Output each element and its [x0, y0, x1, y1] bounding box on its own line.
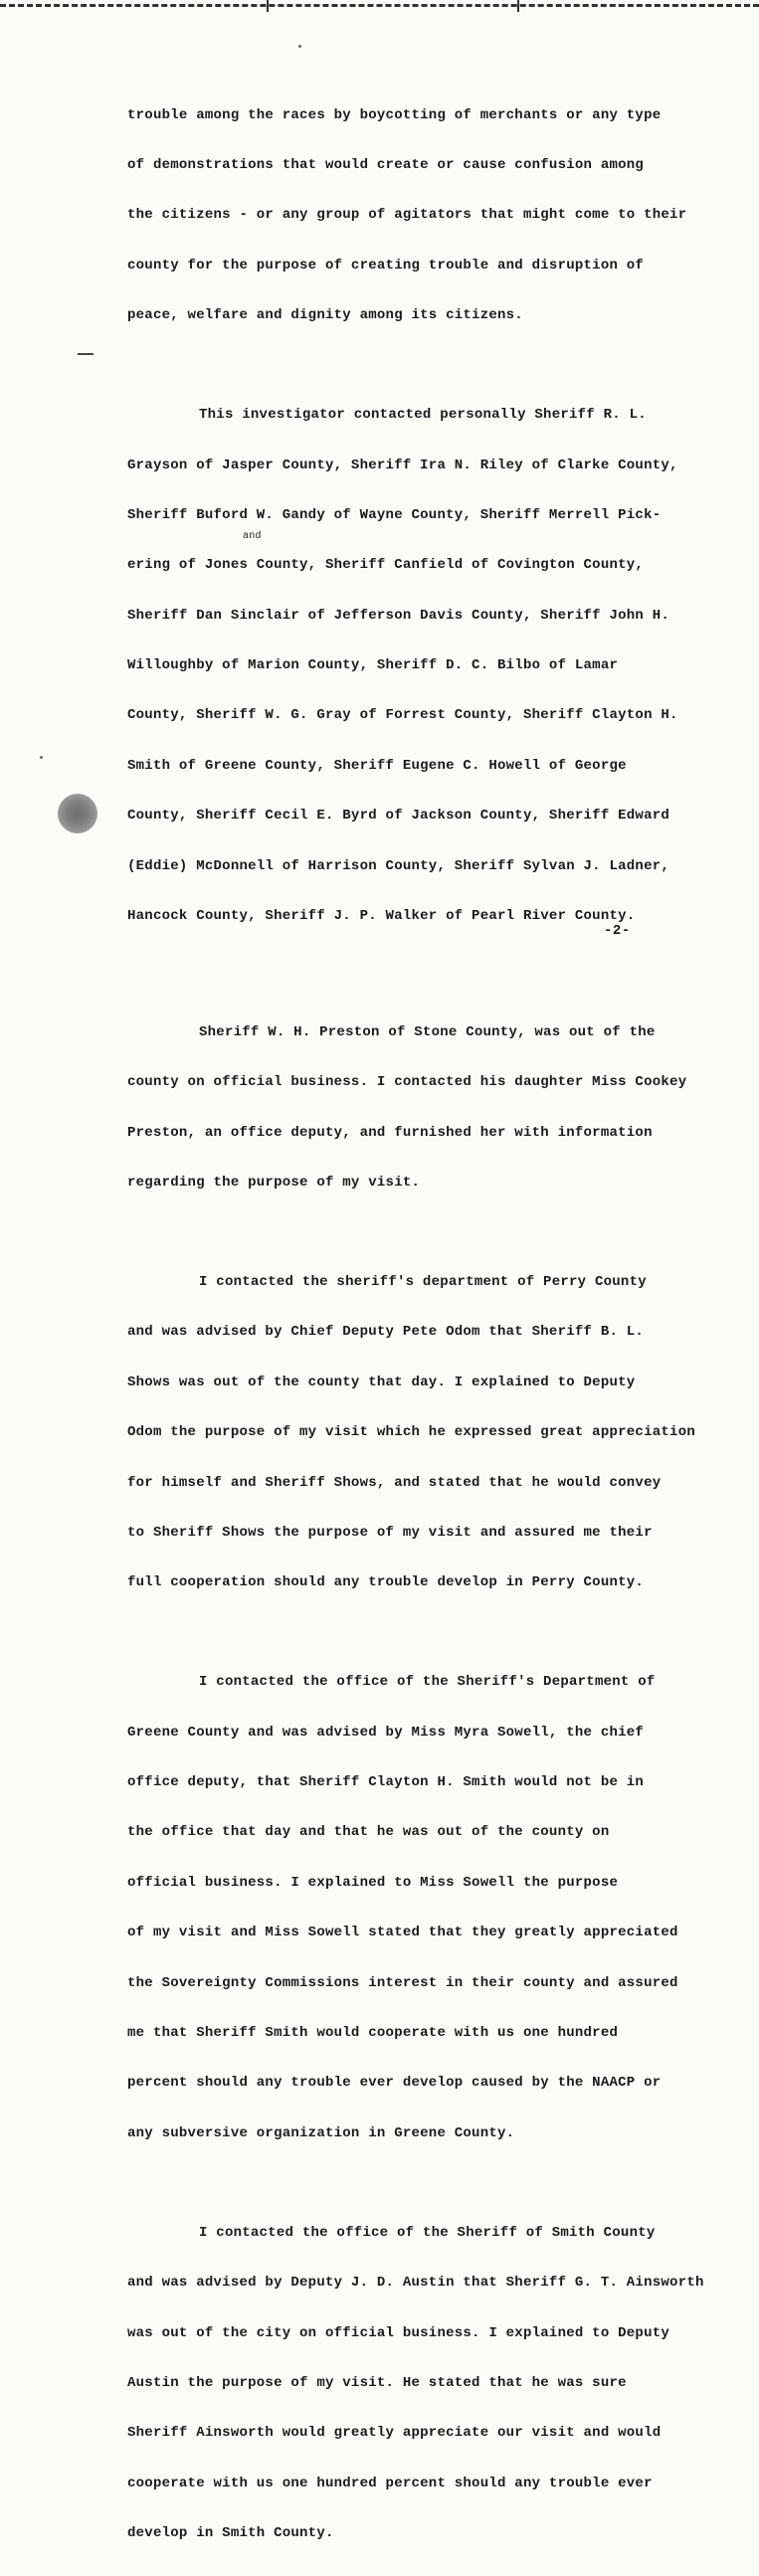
- text-line: Shows was out of the county that day. I explained to Deputy: [127, 1374, 636, 1390]
- paragraph: [127, 374, 734, 976]
- text-line: Sheriff Dan Sinclair of Jefferson Davis County, Sheriff John H.: [127, 607, 670, 624]
- text-line: of demonstrations that would create or cause confusion among: [127, 156, 645, 173]
- text-line: Grayson of Jasper County, Sheriff Ira N. Riley of Clarke County,: [127, 457, 678, 473]
- margin-mark: [78, 353, 94, 355]
- text-line: Willoughby of Marion County, Sheriff D. C. Bilbo of Lamar: [127, 657, 619, 674]
- paragraph: [127, 2191, 734, 2575]
- text-line: Greene County and was advised by Miss Myra Sowell, the chief: [127, 1724, 645, 1741]
- text-line: peace, welfare and dignity among its citizens.: [127, 307, 523, 324]
- text-line: Smith of Greene County, Sheriff Eugene C. Howell of George: [127, 757, 627, 774]
- text-line: percent should any trouble ever develop caused by the NAACP or: [127, 2075, 662, 2092]
- text-line: official business. I explained to Miss Sowell the purpose: [127, 1874, 619, 1891]
- text-line: county for the purpose of creating trouble and disruption of: [127, 257, 645, 274]
- text-line: the citizens - or any group of agitators that might come to their: [127, 207, 687, 224]
- text-line: This investigator contacted personally Sheriff R. L.: [199, 407, 647, 424]
- text-line: I contacted the office of the Sheriff's Department of: [199, 1674, 656, 1691]
- text-line: Sheriff Buford W. Gandy of Wayne County, Sheriff Merrell Pick-: [127, 506, 662, 523]
- text-line: full cooperation should any trouble develop in Perry County.: [127, 1574, 645, 1591]
- text-line: Preston, an office deputy, and furnished her with information: [127, 1124, 653, 1141]
- text-line: Austin the purpose of my visit. He stated that he was sure: [127, 2374, 627, 2391]
- top-edge-tick: [517, 0, 519, 12]
- handwritten-insertion: and: [243, 530, 262, 542]
- paragraph: [127, 74, 734, 358]
- top-edge-tick: [267, 0, 269, 12]
- text-line: county on official business. I contacted his daughter Miss Cookey: [127, 1074, 687, 1091]
- page-top-border: [0, 4, 759, 7]
- text-line: Sheriff Ainsworth would greatly appreciate our visit and would: [127, 2425, 662, 2442]
- paragraph: [127, 1641, 734, 2176]
- text-line: County, Sheriff W. G. Gray of Forrest County, Sheriff Clayton H.: [127, 707, 678, 724]
- scan-speck: [298, 45, 301, 48]
- text-line: trouble among the races by boycotting of merchants or any type: [127, 106, 662, 123]
- text-line: ering of Jones County, Sheriff Canfield of Covington County,: [127, 557, 645, 574]
- page-number: -2-: [604, 923, 631, 939]
- scan-speck: [40, 756, 43, 759]
- text-line: County, Sheriff Cecil E. Byrd of Jackson County, Sheriff Edward: [127, 808, 670, 825]
- text-line: any subversive organization in Greene County.: [127, 2124, 515, 2141]
- text-line: Sheriff W. H. Preston of Stone County, was out of the: [199, 1023, 656, 1040]
- text-line: was out of the city on official business. I explained to Deputy: [127, 2324, 670, 2341]
- text-line: Hancock County, Sheriff J. P. Walker of Pearl River County.: [127, 908, 636, 925]
- text-line: cooperate with us one hundred percent should any trouble ever: [127, 2475, 653, 2491]
- text-line: I contacted the sheriff's department of Perry County: [199, 1273, 647, 1290]
- hole-punch-mark: [58, 794, 97, 833]
- paragraph: [127, 1240, 734, 1624]
- text-line: I contacted the office of the Sheriff of Smith County: [199, 2224, 656, 2241]
- text-line: of my visit and Miss Sowell stated that they greatly appreciated: [127, 1925, 678, 1941]
- text-line: develop in Smith County.: [127, 2525, 334, 2542]
- text-line: for himself and Sheriff Shows, and stated that he would convey: [127, 1474, 662, 1491]
- text-line: to Sheriff Shows the purpose of my visit and assured me their: [127, 1524, 653, 1541]
- text-line: Odom the purpose of my visit which he expressed great appreciation: [127, 1424, 695, 1441]
- text-line: and was advised by Chief Deputy Pete Odom that Sheriff B. L.: [127, 1324, 645, 1341]
- letter-body: [127, 74, 734, 2576]
- text-line: me that Sheriff Smith would cooperate with us one hundred: [127, 2025, 619, 2042]
- text-line: and was advised by Deputy J. D. Austin that Sheriff G. T. Ainsworth: [127, 2275, 704, 2292]
- paragraph: [127, 991, 734, 1224]
- text-line: the Sovereignty Commissions interest in their county and assured: [127, 1974, 678, 1991]
- text-line: (Eddie) McDonnell of Harrison County, Sheriff Sylvan J. Ladner,: [127, 857, 670, 874]
- text-line: office deputy, that Sheriff Clayton H. Smith would not be in: [127, 1774, 645, 1791]
- text-line: the office that day and that he was out of the county on: [127, 1824, 610, 1841]
- text-line: regarding the purpose of my visit.: [127, 1175, 421, 1191]
